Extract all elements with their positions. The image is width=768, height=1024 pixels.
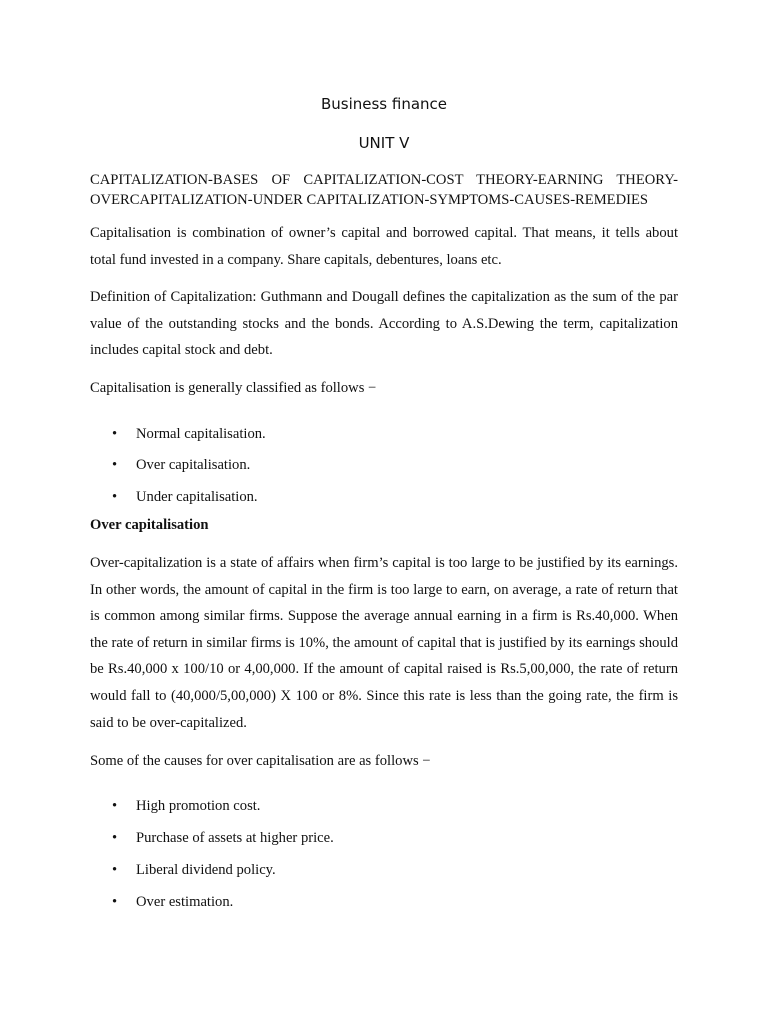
list-item: [0, 454, 768, 476]
intro-paragraph: Capitalisation is combination of owner’s capital and borrowed capital. That means, it tells about total fund invested in a company. Share capitals, debentures, loans etc.: [90, 225, 678, 268]
list-item: [0, 827, 768, 849]
list-item-text: Over estimation.: [136, 894, 234, 910]
over-capitalisation-heading: Over capitalisation: [90, 517, 209, 533]
list-item-text: Liberal dividend policy.: [136, 862, 276, 878]
list-item: [0, 486, 768, 508]
list-item-text: Over capitalisation.: [136, 457, 251, 473]
bullet-icon: •: [112, 894, 118, 910]
over-capitalisation-paragraph: Over-capitalization is a state of affairs when firm’s capital is too large to be justified by its earnings. In other words, the amount of capital in the firm is too large to earn, on average, a rate of return that is common among similar firms. Suppose the average annual earning in a firm is Rs.40,000. When the rate of return in similar firms is 10%, the amount of capital that is justified by its earnings should be Rs.40,000 x 100/10 or 4,00,000. If the amount of capital raised is Rs.5,00,000, the rate of return would fall to (40,000/5,00,000) X 100 or 8%. Since this rate is less than the going rate, the firm is said to be over-capitalized.: [90, 555, 678, 731]
list-item: [0, 859, 768, 881]
causes-intro: Some of the causes for over capitalisation are as follows −: [90, 753, 431, 769]
classification-intro: Capitalisation is generally classified as follows −: [90, 380, 377, 396]
bullet-icon: •: [112, 426, 118, 442]
list-item-text: Under capitalisation.: [136, 489, 258, 505]
bullet-icon: •: [112, 457, 118, 473]
bullet-icon: •: [112, 862, 118, 878]
list-item: [0, 423, 768, 445]
bullet-icon: •: [112, 489, 118, 505]
list-item: [0, 795, 768, 817]
topic-heading: CAPITALIZATION-BASES OF CAPITALIZATION-COST THEORY-EARNING THEORY-OVERCAPITALIZATION-UNDER CAPITALIZATION-SYMPTOMS-CAUSES-REMEDIES: [90, 172, 678, 208]
bullet-icon: •: [112, 798, 118, 814]
bullet-icon: •: [112, 830, 118, 846]
list-item-text: High promotion cost.: [136, 798, 261, 814]
document-title: Business finance: [320, 95, 448, 113]
definition-paragraph: Definition of Capitalization: Guthmann and Dougall defines the capitalization as the sum of the par value of the outstanding stocks and the bonds. According to A.S.Dewing the term, capitalization includes capital stock and debt.: [90, 289, 678, 359]
list-item-text: Normal capitalisation.: [136, 426, 266, 442]
list-item-text: Purchase of assets at higher price.: [136, 830, 334, 846]
unit-title: UNIT V: [358, 134, 410, 152]
list-item: [0, 891, 768, 913]
